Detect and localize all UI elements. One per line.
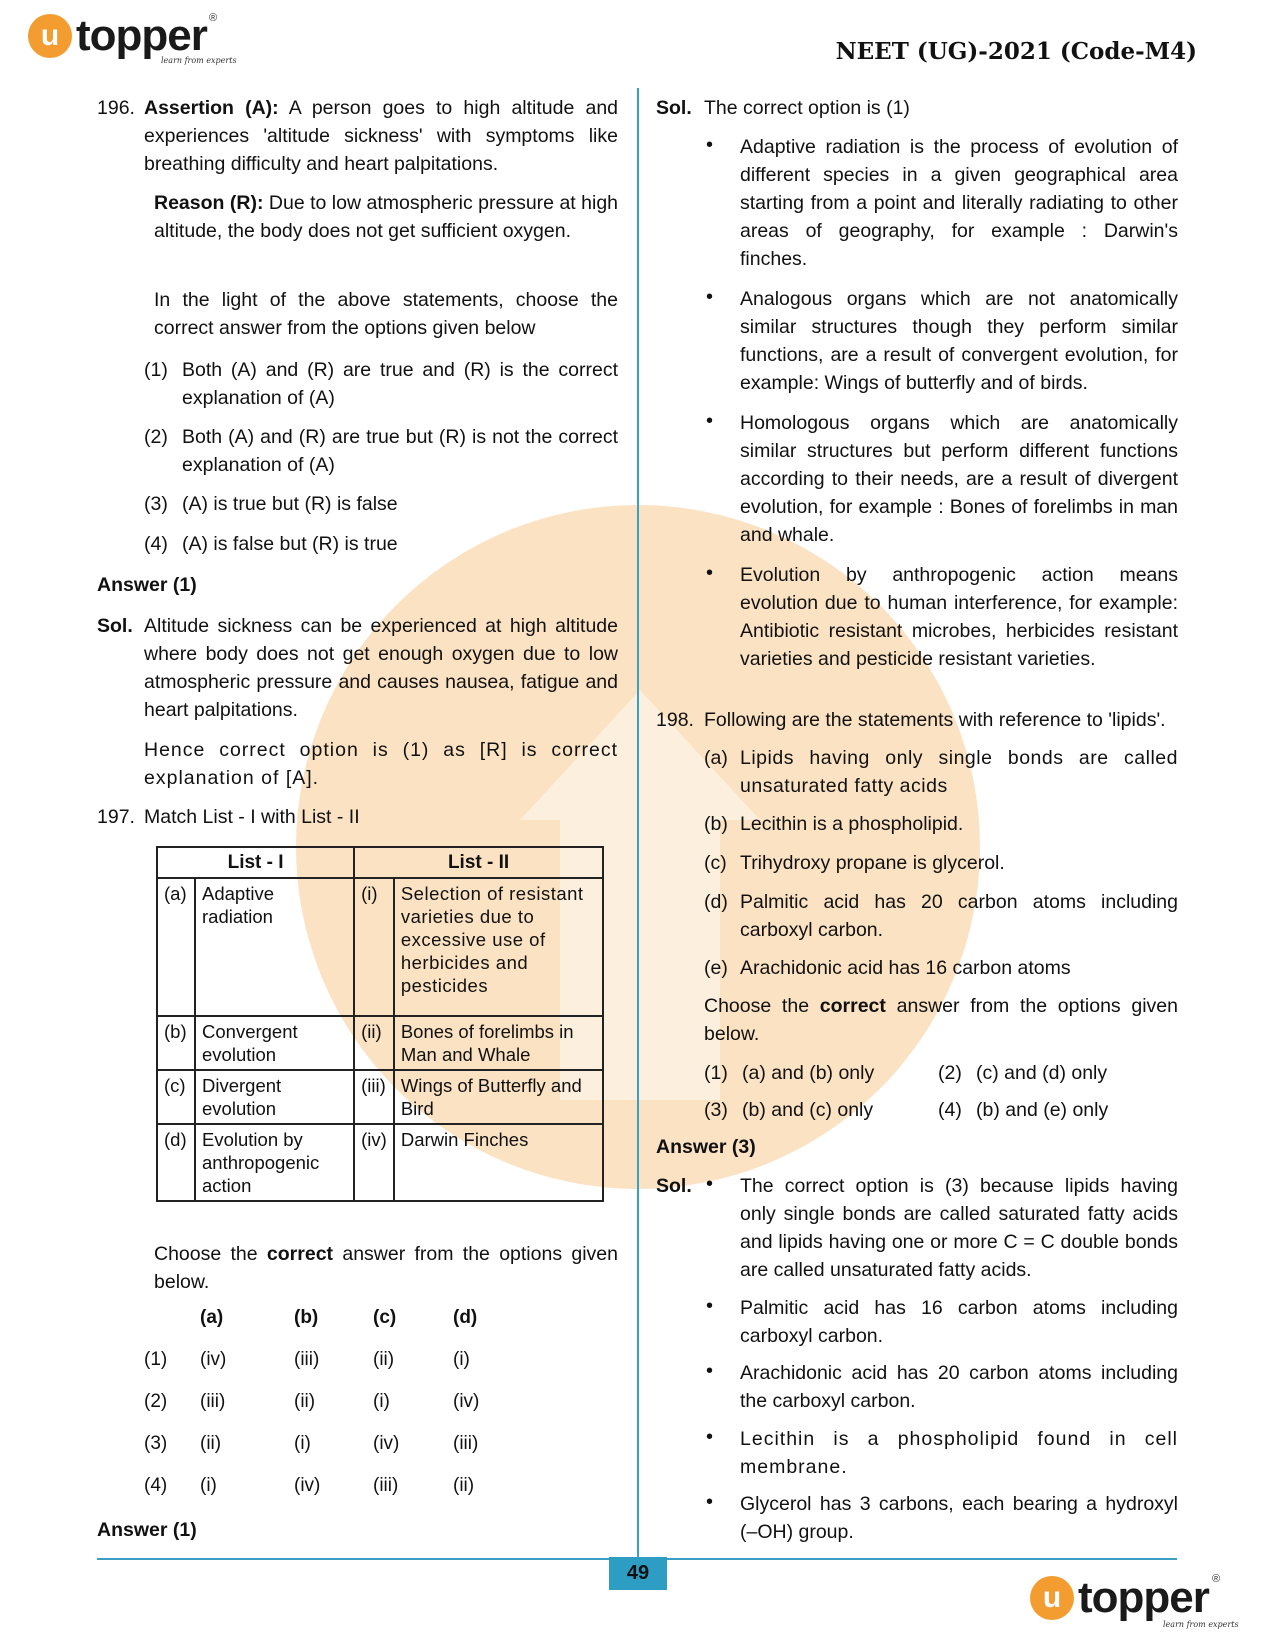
match-table — [156, 846, 604, 1202]
q198-statement-label: (d) — [704, 891, 728, 913]
table-cell-match: Bones of forelimbs in Man and Whale — [394, 1016, 603, 1070]
table-cell-label: (iii) — [354, 1070, 394, 1124]
q198-option-text: (c) and (d) only — [976, 1062, 1108, 1084]
q198-statement-label: (c) — [704, 852, 727, 874]
q196-option-text: (A) is false but (R) is true — [182, 533, 398, 555]
q198-statement: Lecithin is a phospholipid. — [740, 813, 964, 835]
table-cell-item: Adaptive radiation — [195, 878, 354, 1016]
q198-statement: Lipids having only single bonds are called unsaturated fatty acids — [740, 747, 1178, 797]
grid-head: (d) — [453, 1307, 478, 1328]
bullet-icon: • — [706, 1295, 714, 1317]
instruction-text: answer from the options given below. — [704, 995, 1179, 1045]
instruction-bold: correct — [266, 1243, 334, 1265]
q196-answer: Answer (1) — [97, 574, 197, 596]
grid-cell: (iii) — [200, 1391, 226, 1412]
table-cell-label: (c) — [157, 1070, 195, 1124]
q198-stem: Following are the statements with reference to 'lipids'. — [704, 709, 1166, 731]
brand-logo — [28, 11, 207, 60]
grid-cell: (iv) — [200, 1349, 227, 1370]
reason-text: Due to low atmospheric pressure at high altitude, the body does not get sufficient oxygen. — [154, 192, 619, 242]
table-cell-label: (b) — [157, 1016, 195, 1070]
instruction-bold: correct — [819, 995, 886, 1017]
table-cell-label: (i) — [354, 878, 394, 1016]
table-row — [157, 1070, 603, 1124]
q197-number: 197. — [97, 806, 135, 828]
q197-answer: Answer (1) — [97, 1519, 197, 1541]
brand-word: topper — [1078, 1573, 1209, 1622]
q197-sol-bullet: Homologous organs which are anatomically similar structures but perform different functions according to their needs, are a result of divergent evolution, for example : Bones of forelimbs in man and whale. — [740, 412, 1178, 546]
instruction-text: Choose the — [704, 995, 810, 1017]
table-cell-label: (iv) — [354, 1124, 394, 1201]
column-divider — [637, 88, 639, 1560]
grid-cell: (i) — [373, 1391, 390, 1412]
grid-option-num: (2) — [144, 1391, 168, 1412]
grid-cell: (iv) — [373, 1433, 400, 1454]
grid-cell: (i) — [453, 1349, 470, 1370]
q196-instruction: In the light of the above statements, choose the correct answer from the options given below — [154, 289, 618, 339]
assertion-text: A person goes to high altitude and experiences 'altitude sickness' with symptoms like breathing difficulty and heart palpitations. — [144, 97, 619, 175]
q196-number: 196. — [97, 97, 135, 119]
q198-option-num: (4) — [938, 1099, 962, 1121]
q198-sol-bullet: Arachidonic acid has 20 carbon atoms including the carboxyl carbon. — [740, 1362, 1178, 1412]
q196-option-text: (A) is true but (R) is false — [182, 493, 398, 515]
table-row — [157, 878, 603, 1016]
table-cell-item: Evolution by anthropogenic action — [195, 1124, 354, 1201]
q197-sol-label: Sol. — [656, 97, 692, 119]
q198-sol-bullet: Lecithin is a phospholipid found in cell membrane. — [740, 1428, 1178, 1478]
q196-option-num: (1) — [144, 359, 168, 381]
bullet-icon: • — [706, 1491, 714, 1513]
bullet-icon: • — [706, 286, 714, 308]
table-cell-match: Wings of Butterfly and Bird — [394, 1070, 603, 1124]
q198-option-text: (a) and (b) only — [742, 1062, 875, 1084]
table-cell-label: (a) — [157, 878, 195, 1016]
q198-option-text: (b) and (e) only — [976, 1099, 1109, 1121]
page-number: 49 — [609, 1557, 667, 1590]
q197-sol-bullet: Evolution by anthropogenic action means evolution due to human interference, for example: Antibiotic resistant microbes, herbicides resistant varieties and pesticide resistant varieties. — [740, 564, 1178, 670]
grid-cell: (iv) — [294, 1475, 321, 1496]
q196-option-num: (3) — [144, 493, 168, 515]
instruction-text: Choose the — [154, 1243, 258, 1265]
table-cell-label: (d) — [157, 1124, 195, 1201]
q196-option-num: (2) — [144, 426, 168, 448]
q198-statement: Arachidonic acid has 16 carbon atoms — [740, 957, 1071, 979]
table-header-list1: List - I — [157, 847, 354, 878]
instruction-text: answer from the options given below. — [154, 1243, 618, 1293]
q198-sol-bullet: The correct option is (3) because lipids having only single bonds are called saturated fatty acids and lipids having one or more C = C double bonds are called unsaturated fatty acids. — [740, 1175, 1178, 1281]
table-cell-match: Selection of resistant varieties due to excessive use of herbicides and pesticides — [394, 878, 603, 1016]
table-cell-label: (ii) — [354, 1016, 394, 1070]
grid-cell: (iv) — [453, 1391, 480, 1412]
brand-word: topper — [76, 11, 207, 60]
grid-cell: (ii) — [373, 1349, 395, 1370]
q198-option-num: (2) — [938, 1062, 962, 1084]
q198-sol-label: Sol. — [656, 1175, 692, 1197]
q198-number: 198. — [656, 709, 694, 731]
q198-statement-label: (a) — [704, 747, 728, 769]
q196-option-text: Both (A) and (R) are true but (R) is not the correct explanation of (A) — [182, 426, 618, 476]
q196-assertion — [144, 94, 618, 178]
q197-stem: Match List - I with List - II — [144, 806, 360, 828]
bullet-icon: • — [706, 410, 714, 432]
table-cell-match: Darwin Finches — [394, 1124, 603, 1201]
table-cell-item: Convergent evolution — [195, 1016, 354, 1070]
q197-sol-bullet: Adaptive radiation is the process of evolution of different species in a given geographical area starting from a point and literally radiating to other areas of geography, for example : Darwin's finches. — [740, 136, 1178, 270]
q196-option-text: Both (A) and (R) are true and (R) is the correct explanation of (A) — [182, 359, 618, 409]
table-header-list2: List - II — [354, 847, 603, 878]
q197-sol-intro: The correct option is (1) — [704, 97, 910, 119]
table-header-row — [157, 847, 603, 878]
assertion-label: Assertion (A): — [144, 97, 279, 119]
q198-statement-label: (e) — [704, 957, 728, 979]
grid-cell: (iii) — [373, 1475, 399, 1496]
q198-answer: Answer (3) — [656, 1136, 756, 1158]
grid-option-num: (1) — [144, 1349, 168, 1370]
reason-label: Reason (R): — [154, 192, 264, 214]
bullet-icon: • — [706, 562, 714, 584]
grid-head: (a) — [200, 1307, 224, 1328]
q198-option-text: (b) and (c) only — [742, 1099, 874, 1121]
q196-sol-label: Sol. — [97, 615, 133, 637]
table-row — [157, 1124, 603, 1201]
q198-option-num: (1) — [704, 1062, 728, 1084]
grid-head: (b) — [294, 1307, 319, 1328]
q196-solution-conclusion: Hence correct option is (1) as [R] is correct explanation of [A]. — [144, 739, 618, 789]
grid-cell: (i) — [294, 1433, 311, 1454]
brand-tagline: learn from experts — [161, 56, 237, 65]
q198-statement: Trihydroxy propane is glycerol. — [740, 852, 1005, 874]
grid-cell: (i) — [200, 1475, 217, 1496]
grid-cell: (ii) — [294, 1391, 316, 1412]
grid-cell: (iii) — [453, 1433, 479, 1454]
q198-sol-bullet: Palmitic acid has 16 carbon atoms including carboxyl carbon. — [740, 1297, 1178, 1347]
bullet-icon: • — [706, 1173, 714, 1195]
table-row — [157, 1016, 603, 1070]
bullet-icon: • — [706, 1360, 714, 1382]
brand-tagline: learn from experts — [1163, 1620, 1239, 1629]
q198-sol-bullet: Glycerol has 3 carbons, each bearing a hydroxyl (–OH) group. — [740, 1493, 1178, 1543]
registered-mark-icon: ® — [1212, 1573, 1221, 1585]
q196-solution: Altitude sickness can be experienced at high altitude where body does not get enough oxygen due to low atmospheric pressure and causes nausea, fatigue and heart palpitations. — [144, 615, 618, 721]
footer-brand-logo — [1030, 1573, 1209, 1622]
grid-option-num: (3) — [144, 1433, 168, 1454]
grid-cell: (iii) — [294, 1349, 320, 1370]
q196-option-num: (4) — [144, 533, 168, 555]
brand-badge: u — [28, 14, 72, 58]
grid-head: (c) — [373, 1307, 397, 1328]
registered-mark-icon: ® — [209, 12, 218, 24]
bullet-icon: • — [706, 134, 714, 156]
grid-cell: (ii) — [200, 1433, 222, 1454]
q197-sol-bullet: Analogous organs which are not anatomically similar structures though they perform similar functions, are a result of convergent evolution, for example: Wings of butterfly and of birds. — [740, 288, 1178, 394]
bullet-icon: • — [706, 1426, 714, 1448]
grid-option-num: (4) — [144, 1475, 168, 1496]
q197-instruction — [154, 1240, 618, 1296]
grid-cell: (ii) — [453, 1475, 475, 1496]
brand-badge: u — [1030, 1576, 1074, 1620]
q196-reason — [154, 189, 618, 245]
q198-option-num: (3) — [704, 1099, 728, 1121]
q198-statement: Palmitic acid has 20 carbon atoms including carboxyl carbon. — [740, 891, 1178, 941]
q198-statement-label: (b) — [704, 813, 728, 835]
exam-title: NEET (UG)-2021 (Code-M4) — [835, 38, 1197, 65]
q198-instruction — [704, 992, 1178, 1048]
table-cell-item: Divergent evolution — [195, 1070, 354, 1124]
